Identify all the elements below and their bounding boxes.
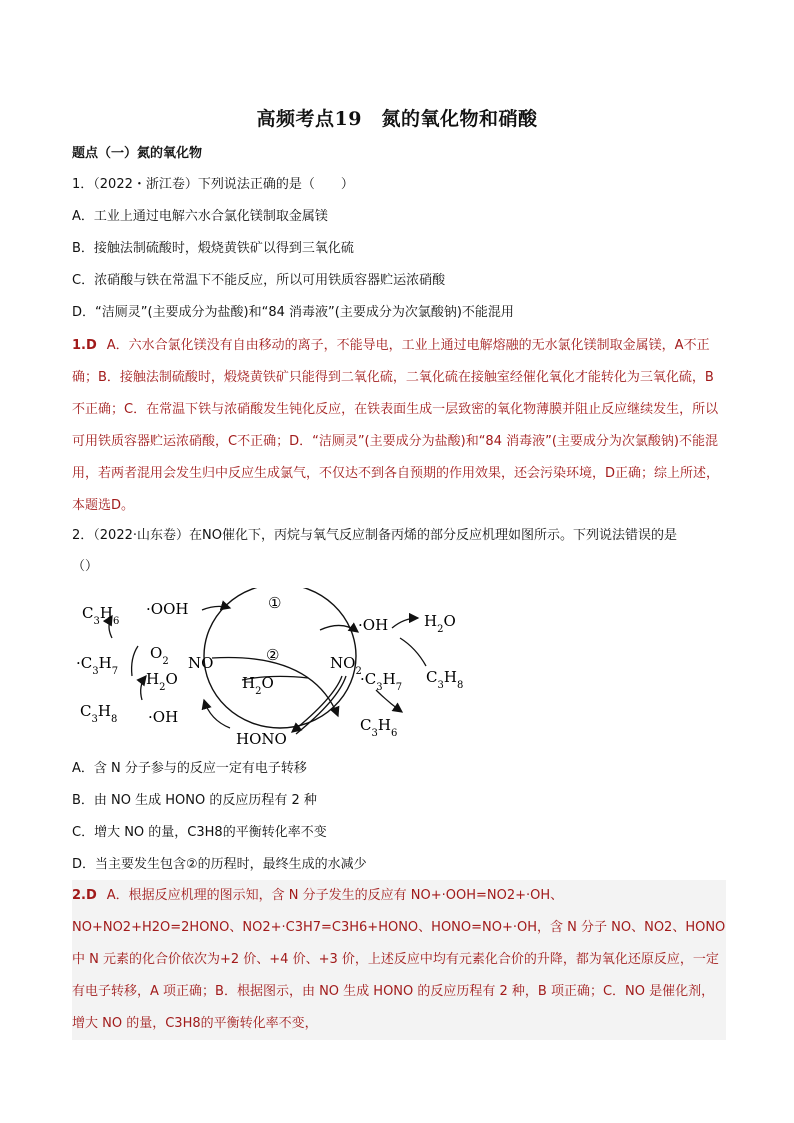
q2-answer (72, 880, 726, 1040)
label-oh-top: ·OH (358, 616, 389, 634)
label-c3h6-bottom: $C_3H_6$ (360, 716, 398, 739)
label-h2o-left: $H_2O$ (146, 670, 178, 693)
q1-option-d: D．“洁厕灵”(主要成分为盐酸)和“84 消毒液”(主要成分为次氯酸钠)不能混用 (72, 305, 514, 320)
q2-stem-line2: （） (72, 559, 99, 574)
label-oh-left: ·OH (148, 708, 179, 726)
label-h2o-middle: $H_2O$ (242, 674, 274, 697)
q1-answer-text: A．六水合氯化镁没有自由移动的离子，不能导电，工业上通过电解熔融的无水氯化镁制取金属镁，A不正确；B．接触法制硫酸时，煅烧黄铁矿只能得到二氧化硫，二氧化硫在接触室经催化氧化才能转化为三氧化硫，B不正确；C．在常温下铁与浓硝酸发生钝化反应，在铁表面生成一层致密的氧化物薄膜并阻止反应继续发生，所以可用铁质容器贮运浓硝酸，C不正确；D．“洁厕灵”(主要成分为盐酸)和“84 消毒液”(主要成分为次氯酸钠)不能混用，若两者混用会发生归中反应生成氯气，不仅达不到各自预期的作用效果，还会污染环境，D正确；综上所述，本题选D。 (72, 338, 720, 513)
q2-option-a: A．含 N 分子参与的反应一定有电子转移 (72, 761, 307, 776)
q2-stem-line1: 2．（2022·山东卷）在NO催化下，丙烷与氧气反应制备丙烯的部分反应机理如图所示。下列说法错误的是 (72, 528, 677, 543)
label-ooh: ·OOH (146, 600, 189, 618)
label-no2: $NO_2$ (330, 654, 362, 677)
q2-answer-tag: 2.D (72, 888, 97, 903)
label-c3h8-right: $C_3H_8$ (426, 668, 464, 691)
label-circle-1: ① (268, 594, 282, 612)
label-circle-2: ② (266, 646, 280, 664)
page-title: 高频考点19 氮的氧化物和硝酸 (256, 108, 538, 130)
q1-option-a: A．工业上通过电解六水合氯化镁制取金属镁 (72, 209, 328, 224)
label-c3h8-left: $C_3H_8$ (80, 702, 118, 725)
label-h2o-right: $H_2O$ (424, 612, 456, 635)
q1-option-c: C．浓硝酸与铁在常温下不能反应，所以可用铁质容器贮运浓硝酸 (72, 273, 446, 288)
label-c3h7-right: $\cdot C_3H_7$ (360, 670, 403, 693)
label-c3h7-left: $\cdot C_3H_7$ (76, 654, 119, 677)
q1-stem: 1．（2022・浙江卷）下列说法正确的是（ ） (72, 177, 354, 192)
label-o2: $O_2$ (150, 644, 169, 667)
section-heading: 题点（一）氮的氧化物 (72, 146, 203, 161)
q2-option-c: C．增大 NO 的量，C3H8的平衡转化率不变 (72, 825, 327, 840)
label-hono: HONO (236, 730, 287, 748)
label-no: NO (188, 654, 214, 672)
q1-option-b: B．接触法制硫酸时，煅烧黄铁矿以得到三氧化硫 (72, 241, 354, 256)
q2-answer-text: A．根据反应机理的图示知，含 N 分子发生的反应有 NO+·OOH=NO2+·OH、NO+NO2+H2O=2HONO、NO2+·C3H7=C3H6+HONO、HONO=NO+·OH，含 N 分子 NO、NO2、HONO 中 N 元素的化合价依次为+2 价、+4 价、+3 价，上述反应中均有元素化合价的升降，都为氧化还原反应，一定有电子转移，A 项正确；B．根据图示，由 NO 生成 HONO 的反应历程有 2 种，B 项正确；C．NO 是催化剂，增大 NO 的量，C3H8的平衡转化率不变， (72, 888, 726, 1031)
q2-option-d: D．当主要发生包含②的历程时，最终生成的水减少 (72, 857, 367, 872)
q1-answer (72, 330, 726, 522)
reaction-mechanism-diagram (72, 588, 472, 750)
q2-option-b: B．由 NO 生成 HONO 的反应历程有 2 种 (72, 793, 317, 808)
label-c3h6-top: $C_3H_6$ (82, 604, 120, 627)
q1-answer-tag: 1.D (72, 338, 97, 353)
